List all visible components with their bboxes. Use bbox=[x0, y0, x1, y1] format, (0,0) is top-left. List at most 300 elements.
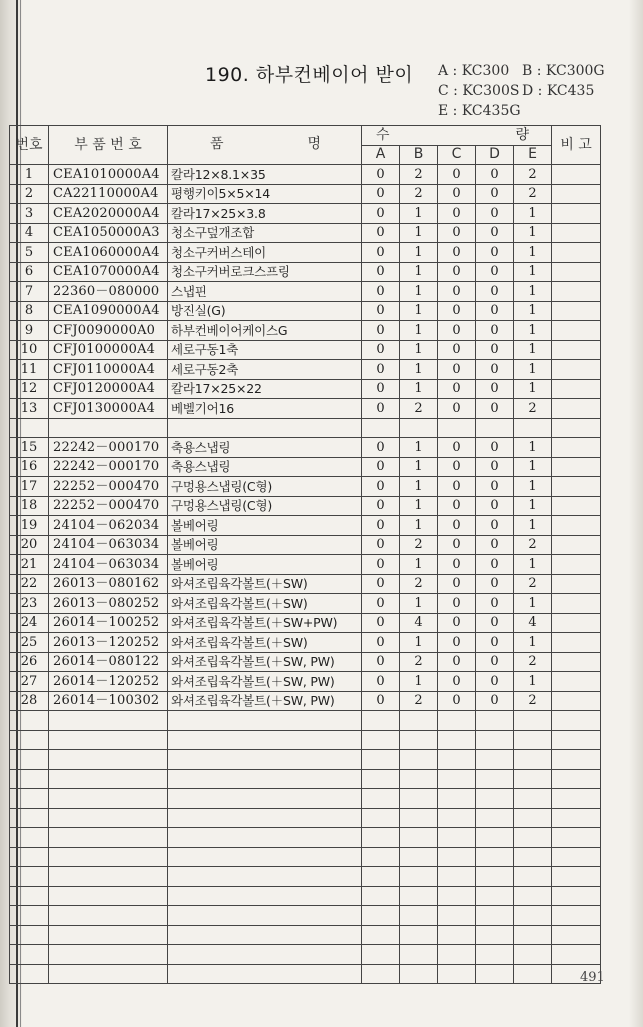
empty-cell bbox=[514, 925, 552, 945]
header-row bbox=[10, 126, 601, 146]
part-number: 26014－120252 bbox=[49, 672, 168, 692]
qty-cell: 0 bbox=[362, 282, 400, 302]
part-number: CEA1060000A4 bbox=[49, 243, 168, 263]
part-name: 축용스냅링 bbox=[168, 457, 362, 477]
empty-row bbox=[10, 828, 601, 848]
qty-cell: 0 bbox=[438, 438, 476, 458]
empty-cell bbox=[438, 847, 476, 867]
row-number: 11 bbox=[10, 360, 49, 380]
qty-cell: 1 bbox=[400, 360, 438, 380]
qty-cell: 0 bbox=[476, 672, 514, 692]
part-name: 세로구동1축 bbox=[168, 340, 362, 360]
qty-cell: 0 bbox=[362, 477, 400, 497]
part-name: 와셔조립육각볼트(＋SW) bbox=[168, 574, 362, 594]
row-number: 17 bbox=[10, 477, 49, 497]
qty-cell: 1 bbox=[514, 223, 552, 243]
qty-cell: 0 bbox=[362, 574, 400, 594]
qty-cell bbox=[476, 418, 514, 438]
note-cell bbox=[552, 301, 601, 321]
part-name: 볼베어링 bbox=[168, 535, 362, 555]
qty-cell: 0 bbox=[438, 477, 476, 497]
header-col-b: B bbox=[400, 145, 438, 165]
qty-cell: 0 bbox=[438, 301, 476, 321]
part-name: 와셔조립육각볼트(＋SW) bbox=[168, 594, 362, 614]
table-row bbox=[10, 535, 601, 555]
qty-cell: 1 bbox=[400, 379, 438, 399]
part-number: CFJ0120000A4 bbox=[49, 379, 168, 399]
qty-cell: 0 bbox=[362, 613, 400, 633]
qty-cell: 0 bbox=[362, 633, 400, 653]
part-name: 칼라17×25×22 bbox=[168, 379, 362, 399]
empty-cell bbox=[168, 867, 362, 887]
qty-cell: 2 bbox=[514, 535, 552, 555]
empty-cell bbox=[49, 769, 168, 789]
row-number: 26 bbox=[10, 652, 49, 672]
table-row bbox=[10, 204, 601, 224]
part-name: 칼라12×8.1×35 bbox=[168, 165, 362, 185]
note-cell bbox=[552, 223, 601, 243]
qty-cell: 0 bbox=[476, 477, 514, 497]
row-number: 25 bbox=[10, 633, 49, 653]
empty-cell bbox=[400, 808, 438, 828]
empty-cell bbox=[10, 789, 49, 809]
row-number: 15 bbox=[10, 438, 49, 458]
part-number: CEA1070000A4 bbox=[49, 262, 168, 282]
table-row bbox=[10, 555, 601, 575]
empty-cell bbox=[10, 808, 49, 828]
row-number: 20 bbox=[10, 535, 49, 555]
qty-cell: 2 bbox=[400, 399, 438, 419]
qty-cell: 0 bbox=[362, 691, 400, 711]
qty-cell: 0 bbox=[362, 243, 400, 263]
qty-cell: 0 bbox=[438, 184, 476, 204]
empty-cell bbox=[400, 886, 438, 906]
qty-cell: 0 bbox=[362, 184, 400, 204]
note-cell bbox=[552, 633, 601, 653]
model-label-b: B : KC300G bbox=[522, 63, 605, 79]
part-number: 24104－063034 bbox=[49, 555, 168, 575]
part-name: 와셔조립육각볼트(＋SW, PW) bbox=[168, 672, 362, 692]
part-name: 평행키이5×5×14 bbox=[168, 184, 362, 204]
empty-cell bbox=[438, 906, 476, 926]
qty-cell: 0 bbox=[438, 379, 476, 399]
header-quantity-1: 수 bbox=[376, 127, 390, 143]
empty-cell bbox=[476, 750, 514, 770]
part-name: 스냅핀 bbox=[168, 282, 362, 302]
qty-cell: 0 bbox=[438, 555, 476, 575]
qty-cell: 1 bbox=[514, 340, 552, 360]
qty-cell: 0 bbox=[362, 496, 400, 516]
empty-cell bbox=[10, 750, 49, 770]
note-cell bbox=[552, 574, 601, 594]
empty-cell bbox=[362, 808, 400, 828]
qty-cell: 0 bbox=[476, 496, 514, 516]
qty-cell: 1 bbox=[400, 438, 438, 458]
qty-cell: 0 bbox=[438, 613, 476, 633]
empty-cell bbox=[362, 906, 400, 926]
table-row bbox=[10, 477, 601, 497]
table-row bbox=[10, 457, 601, 477]
empty-cell bbox=[49, 847, 168, 867]
qty-cell: 0 bbox=[362, 340, 400, 360]
empty-cell bbox=[400, 828, 438, 848]
empty-cell bbox=[514, 750, 552, 770]
empty-cell bbox=[49, 867, 168, 887]
qty-cell: 0 bbox=[476, 262, 514, 282]
row-number: 16 bbox=[10, 457, 49, 477]
empty-cell bbox=[168, 808, 362, 828]
part-name: 와셔조립육각볼트(＋SW, PW) bbox=[168, 652, 362, 672]
table-row bbox=[10, 496, 601, 516]
qty-cell: 0 bbox=[362, 301, 400, 321]
empty-cell bbox=[362, 964, 400, 984]
qty-cell: 1 bbox=[514, 516, 552, 536]
empty-cell bbox=[476, 964, 514, 984]
note-cell bbox=[552, 165, 601, 185]
empty-cell bbox=[168, 769, 362, 789]
row-number: 28 bbox=[10, 691, 49, 711]
model-label-e: E : KC435G bbox=[438, 103, 521, 119]
empty-cell bbox=[476, 867, 514, 887]
row-number: 2 bbox=[10, 184, 49, 204]
empty-cell bbox=[552, 808, 601, 828]
note-cell bbox=[552, 418, 601, 438]
empty-cell bbox=[476, 925, 514, 945]
table-row bbox=[10, 574, 601, 594]
qty-cell bbox=[400, 418, 438, 438]
part-name: 청소구커버스테이 bbox=[168, 243, 362, 263]
note-cell bbox=[552, 477, 601, 497]
qty-cell: 1 bbox=[400, 594, 438, 614]
qty-cell: 0 bbox=[362, 204, 400, 224]
note-cell bbox=[552, 652, 601, 672]
header-no: 번호 bbox=[10, 126, 49, 165]
part-number: 22242－000170 bbox=[49, 438, 168, 458]
empty-cell bbox=[10, 867, 49, 887]
empty-cell bbox=[400, 789, 438, 809]
qty-cell: 0 bbox=[438, 633, 476, 653]
qty-cell: 0 bbox=[476, 535, 514, 555]
row-number: 8 bbox=[10, 301, 49, 321]
part-number: CA22110000A4 bbox=[49, 184, 168, 204]
part-number: 26014－100252 bbox=[49, 613, 168, 633]
qty-cell: 0 bbox=[362, 438, 400, 458]
qty-cell: 2 bbox=[514, 574, 552, 594]
header-part-name bbox=[168, 126, 362, 165]
parts-table bbox=[9, 125, 601, 984]
qty-cell: 1 bbox=[514, 360, 552, 380]
header-col-e: E bbox=[514, 145, 552, 165]
empty-row bbox=[10, 867, 601, 887]
note-cell bbox=[552, 496, 601, 516]
empty-cell bbox=[438, 964, 476, 984]
empty-row bbox=[10, 964, 601, 984]
part-number: CEA1050000A3 bbox=[49, 223, 168, 243]
empty-cell bbox=[49, 808, 168, 828]
empty-cell bbox=[514, 945, 552, 965]
qty-cell: 0 bbox=[476, 223, 514, 243]
part-number: CEA2020000A4 bbox=[49, 204, 168, 224]
qty-cell: 0 bbox=[476, 574, 514, 594]
empty-cell bbox=[49, 828, 168, 848]
part-name: 청소구덮개조합 bbox=[168, 223, 362, 243]
empty-cell bbox=[362, 925, 400, 945]
empty-row bbox=[10, 925, 601, 945]
qty-cell: 0 bbox=[438, 574, 476, 594]
page-number: 491 bbox=[580, 970, 605, 985]
empty-cell bbox=[362, 730, 400, 750]
empty-cell bbox=[476, 730, 514, 750]
qty-cell: 0 bbox=[362, 223, 400, 243]
empty-row bbox=[10, 730, 601, 750]
qty-cell: 2 bbox=[514, 399, 552, 419]
empty-cell bbox=[10, 925, 49, 945]
empty-cell bbox=[168, 886, 362, 906]
row-number: 7 bbox=[10, 282, 49, 302]
part-number: 26013－120252 bbox=[49, 633, 168, 653]
qty-cell: 0 bbox=[438, 691, 476, 711]
table-row bbox=[10, 652, 601, 672]
header-part-name-1: 품 bbox=[210, 136, 224, 152]
qty-cell: 0 bbox=[476, 691, 514, 711]
empty-cell bbox=[168, 964, 362, 984]
table-row bbox=[10, 633, 601, 653]
part-number: CEA1010000A4 bbox=[49, 165, 168, 185]
note-cell bbox=[552, 379, 601, 399]
empty-cell bbox=[400, 847, 438, 867]
empty-cell bbox=[168, 750, 362, 770]
header-col-a: A bbox=[362, 145, 400, 165]
qty-cell: 1 bbox=[400, 301, 438, 321]
table-row bbox=[10, 282, 601, 302]
part-number: 22360－080000 bbox=[49, 282, 168, 302]
qty-cell: 0 bbox=[362, 399, 400, 419]
qty-cell: 0 bbox=[362, 672, 400, 692]
empty-cell bbox=[400, 730, 438, 750]
note-cell bbox=[552, 262, 601, 282]
empty-cell bbox=[10, 769, 49, 789]
empty-cell bbox=[552, 711, 601, 731]
model-label-a: A : KC300 bbox=[438, 63, 510, 79]
empty-cell bbox=[168, 945, 362, 965]
header-quantity-2: 량 bbox=[515, 127, 530, 143]
qty-cell: 2 bbox=[400, 184, 438, 204]
empty-cell bbox=[49, 945, 168, 965]
empty-cell bbox=[168, 711, 362, 731]
part-number: 24104－063034 bbox=[49, 535, 168, 555]
table-row bbox=[10, 243, 601, 263]
empty-cell bbox=[514, 828, 552, 848]
qty-cell: 0 bbox=[362, 652, 400, 672]
part-number: 26014－100302 bbox=[49, 691, 168, 711]
row-number: 18 bbox=[10, 496, 49, 516]
row-number: 24 bbox=[10, 613, 49, 633]
qty-cell: 1 bbox=[400, 672, 438, 692]
note-cell bbox=[552, 321, 601, 341]
empty-cell bbox=[514, 867, 552, 887]
qty-cell: 0 bbox=[362, 262, 400, 282]
header-part-number: 부 품 번 호 bbox=[49, 126, 168, 165]
row-number: 13 bbox=[10, 399, 49, 419]
qty-cell: 4 bbox=[400, 613, 438, 633]
part-name bbox=[168, 418, 362, 438]
qty-cell: 1 bbox=[400, 457, 438, 477]
empty-cell bbox=[514, 711, 552, 731]
empty-cell bbox=[49, 886, 168, 906]
empty-cell bbox=[514, 769, 552, 789]
part-number: CFJ0130000A4 bbox=[49, 399, 168, 419]
note-cell bbox=[552, 594, 601, 614]
note-cell bbox=[552, 438, 601, 458]
table-row bbox=[10, 165, 601, 185]
empty-cell bbox=[514, 808, 552, 828]
part-name: 청소구커버로크스프링 bbox=[168, 262, 362, 282]
table-row bbox=[10, 399, 601, 419]
qty-cell: 0 bbox=[362, 594, 400, 614]
empty-cell bbox=[49, 730, 168, 750]
qty-cell: 1 bbox=[400, 340, 438, 360]
model-label-c: C : KC300S bbox=[438, 83, 520, 99]
qty-cell: 1 bbox=[400, 204, 438, 224]
qty-cell: 1 bbox=[400, 321, 438, 341]
empty-row bbox=[10, 808, 601, 828]
empty-cell bbox=[438, 886, 476, 906]
empty-cell bbox=[476, 847, 514, 867]
qty-cell: 0 bbox=[438, 594, 476, 614]
qty-cell: 0 bbox=[362, 516, 400, 536]
qty-cell: 2 bbox=[514, 652, 552, 672]
part-number: CEA1090000A4 bbox=[49, 301, 168, 321]
qty-cell: 0 bbox=[476, 360, 514, 380]
row-number: 12 bbox=[10, 379, 49, 399]
qty-cell: 0 bbox=[476, 652, 514, 672]
empty-cell bbox=[476, 789, 514, 809]
empty-cell bbox=[476, 828, 514, 848]
header-col-c: C bbox=[438, 145, 476, 165]
empty-cell bbox=[438, 711, 476, 731]
qty-cell: 4 bbox=[514, 613, 552, 633]
part-number: 26013－080162 bbox=[49, 574, 168, 594]
empty-cell bbox=[168, 730, 362, 750]
qty-cell: 0 bbox=[476, 184, 514, 204]
note-cell bbox=[552, 457, 601, 477]
part-number: 22252－000470 bbox=[49, 477, 168, 497]
empty-cell bbox=[552, 750, 601, 770]
part-number: CFJ0100000A4 bbox=[49, 340, 168, 360]
empty-cell bbox=[552, 730, 601, 750]
note-cell bbox=[552, 184, 601, 204]
empty-cell bbox=[552, 925, 601, 945]
part-name: 칼라17×25×3.8 bbox=[168, 204, 362, 224]
table-row bbox=[10, 594, 601, 614]
row-number: 6 bbox=[10, 262, 49, 282]
empty-cell bbox=[49, 906, 168, 926]
qty-cell: 2 bbox=[400, 165, 438, 185]
empty-cell bbox=[49, 964, 168, 984]
row-number: 9 bbox=[10, 321, 49, 341]
empty-cell bbox=[400, 906, 438, 926]
header-note: 비 고 bbox=[552, 126, 601, 165]
qty-cell: 1 bbox=[514, 477, 552, 497]
table-row bbox=[10, 418, 601, 438]
empty-row bbox=[10, 847, 601, 867]
table-row bbox=[10, 184, 601, 204]
row-number: 19 bbox=[10, 516, 49, 536]
qty-cell: 0 bbox=[362, 321, 400, 341]
table-row bbox=[10, 340, 601, 360]
empty-cell bbox=[10, 828, 49, 848]
part-name: 볼베어링 bbox=[168, 516, 362, 536]
empty-cell bbox=[400, 867, 438, 887]
qty-cell: 1 bbox=[514, 457, 552, 477]
header-quantity bbox=[362, 126, 552, 146]
empty-cell bbox=[362, 828, 400, 848]
qty-cell: 0 bbox=[476, 457, 514, 477]
part-name: 와셔조립육각볼트(＋SW, PW) bbox=[168, 691, 362, 711]
empty-cell bbox=[514, 730, 552, 750]
empty-cell bbox=[400, 769, 438, 789]
header-col-d: D bbox=[476, 145, 514, 165]
empty-cell bbox=[400, 711, 438, 731]
qty-cell: 0 bbox=[476, 594, 514, 614]
qty-cell: 0 bbox=[476, 321, 514, 341]
qty-cell: 0 bbox=[438, 262, 476, 282]
qty-cell: 0 bbox=[438, 340, 476, 360]
qty-cell: 0 bbox=[476, 379, 514, 399]
qty-cell: 1 bbox=[514, 438, 552, 458]
note-cell bbox=[552, 613, 601, 633]
qty-cell: 0 bbox=[476, 282, 514, 302]
empty-cell bbox=[10, 906, 49, 926]
empty-cell bbox=[476, 886, 514, 906]
empty-cell bbox=[362, 711, 400, 731]
empty-cell bbox=[514, 964, 552, 984]
empty-cell bbox=[168, 828, 362, 848]
empty-cell bbox=[362, 945, 400, 965]
part-name: 구멍용스냅링(C형) bbox=[168, 477, 362, 497]
qty-cell: 0 bbox=[476, 613, 514, 633]
qty-cell: 0 bbox=[438, 165, 476, 185]
qty-cell: 2 bbox=[400, 691, 438, 711]
qty-cell: 1 bbox=[400, 496, 438, 516]
qty-cell: 0 bbox=[476, 340, 514, 360]
empty-cell bbox=[10, 945, 49, 965]
note-cell bbox=[552, 691, 601, 711]
part-name: 방진실(G) bbox=[168, 301, 362, 321]
empty-cell bbox=[552, 769, 601, 789]
row-number: 1 bbox=[10, 165, 49, 185]
qty-cell: 0 bbox=[438, 223, 476, 243]
part-number: 26014－080122 bbox=[49, 652, 168, 672]
qty-cell: 2 bbox=[400, 535, 438, 555]
empty-cell bbox=[476, 769, 514, 789]
empty-cell bbox=[362, 769, 400, 789]
qty-cell: 0 bbox=[476, 555, 514, 575]
qty-cell: 1 bbox=[514, 204, 552, 224]
part-name: 세로구동2축 bbox=[168, 360, 362, 380]
qty-cell: 1 bbox=[400, 555, 438, 575]
empty-cell bbox=[514, 886, 552, 906]
row-number: 21 bbox=[10, 555, 49, 575]
empty-cell bbox=[400, 945, 438, 965]
note-cell bbox=[552, 516, 601, 536]
qty-cell: 0 bbox=[476, 301, 514, 321]
qty-cell: 0 bbox=[438, 399, 476, 419]
empty-cell bbox=[552, 906, 601, 926]
part-number: 22242－000170 bbox=[49, 457, 168, 477]
qty-cell: 1 bbox=[514, 282, 552, 302]
part-number: 24104－062034 bbox=[49, 516, 168, 536]
